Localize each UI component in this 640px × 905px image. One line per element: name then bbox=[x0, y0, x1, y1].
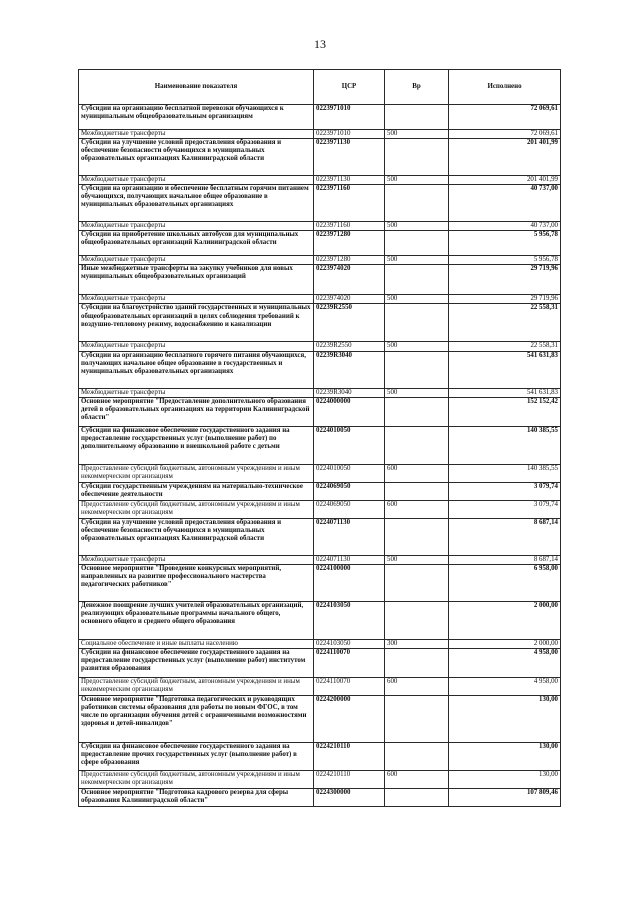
cell-name: Социальное обеспечение и иные выплаты населению bbox=[79, 639, 314, 648]
cell-name: Межбюджетные трансферты bbox=[79, 222, 314, 231]
cell-csr: 0224071130 bbox=[314, 518, 385, 555]
header-name: Наименование показателя bbox=[79, 70, 314, 105]
cell-vr: 500 bbox=[385, 295, 449, 304]
cell-sum: 3 079,74 bbox=[449, 500, 561, 518]
table-row bbox=[79, 788, 561, 806]
cell-sum: 140 385,55 bbox=[449, 464, 561, 482]
table-row bbox=[79, 222, 561, 231]
cell-sum: 3 079,74 bbox=[449, 482, 561, 500]
cell-vr: 500 bbox=[385, 555, 449, 564]
cell-sum: 22 558,31 bbox=[449, 342, 561, 351]
table-row bbox=[79, 482, 561, 500]
cell-vr bbox=[385, 482, 449, 500]
cell-vr: 500 bbox=[385, 130, 449, 139]
cell-vr: 500 bbox=[385, 256, 449, 265]
cell-csr: 0224110070 bbox=[314, 677, 385, 695]
cell-sum: 4 958,00 bbox=[449, 648, 561, 677]
cell-csr: 0224069050 bbox=[314, 500, 385, 518]
cell-csr: 0224110070 bbox=[314, 648, 385, 677]
table-row bbox=[79, 601, 561, 639]
table-row bbox=[79, 231, 561, 256]
cell-csr: 0223971010 bbox=[314, 105, 385, 130]
cell-vr bbox=[385, 742, 449, 770]
cell-sum: 40 737,00 bbox=[449, 222, 561, 231]
table-row bbox=[79, 500, 561, 518]
cell-csr: 0224103050 bbox=[314, 601, 385, 639]
cell-name: Межбюджетные трансферты bbox=[79, 388, 314, 397]
cell-name: Межбюджетные трансферты bbox=[79, 130, 314, 139]
cell-name: Субсидии на финансовое обеспечение государственного задания на предоставление государственных услуг (выполнение работ) по дополнительному образованию и внешкольной работе с детьми bbox=[79, 426, 314, 464]
cell-name: Предоставление субсидий бюджетным, автономным учреждениям и иным некоммерческим организациям bbox=[79, 500, 314, 518]
cell-csr: 0224200000 bbox=[314, 695, 385, 742]
cell-csr: 02239R3040 bbox=[314, 388, 385, 397]
cell-vr: 500 bbox=[385, 342, 449, 351]
cell-name: Субсидии на улучшение условий предоставления образования и обеспечение безопасности обучающихся в муниципальных образовательных организациях Калининградской области bbox=[79, 518, 314, 555]
table-row bbox=[79, 770, 561, 788]
cell-name: Межбюджетные трансферты bbox=[79, 176, 314, 185]
cell-sum: 40 737,00 bbox=[449, 185, 561, 222]
cell-csr: 0223971130 bbox=[314, 176, 385, 185]
cell-vr: 500 bbox=[385, 176, 449, 185]
table-row bbox=[79, 518, 561, 555]
cell-sum: 130,00 bbox=[449, 695, 561, 742]
cell-vr bbox=[385, 426, 449, 464]
cell-csr: 0224300000 bbox=[314, 788, 385, 806]
cell-sum: 8 687,14 bbox=[449, 518, 561, 555]
cell-csr: 0223971130 bbox=[314, 139, 385, 176]
cell-csr: 0224010050 bbox=[314, 426, 385, 464]
cell-name: Субсидии на финансовое обеспечение государственного задания на предоставление государственных услуг (выполнение работ) институтом развития образования bbox=[79, 648, 314, 677]
table-row bbox=[79, 695, 561, 742]
cell-name: Субсидии на улучшение условий предоставления образования и обеспечение безопасности обучающихся в муниципальных образовательных организациях Калининградской области bbox=[79, 139, 314, 176]
cell-sum: 107 809,46 bbox=[449, 788, 561, 806]
table-row bbox=[79, 742, 561, 770]
cell-vr bbox=[385, 139, 449, 176]
cell-name: Денежное поощрение лучших учителей образовательных организаций, реализующих образовательные программы начального общего, основного общего и среднего общего образования bbox=[79, 601, 314, 639]
cell-name: Субсидии на благоустройство зданий государственных и муниципальных общеобразовательных организаций в целях соблюдения требований к воздушно-тепловому режиму, водоснабжению и канализации bbox=[79, 304, 314, 342]
table-row bbox=[79, 295, 561, 304]
table-row bbox=[79, 304, 561, 342]
cell-vr bbox=[385, 564, 449, 601]
cell-csr: 0224000000 bbox=[314, 397, 385, 426]
cell-name: Межбюджетные трансферты bbox=[79, 256, 314, 265]
cell-name: Межбюджетные трансферты bbox=[79, 342, 314, 351]
cell-vr bbox=[385, 304, 449, 342]
table-row bbox=[79, 648, 561, 677]
cell-csr: 0224069050 bbox=[314, 482, 385, 500]
cell-csr: 0223971280 bbox=[314, 256, 385, 265]
cell-name: Субсидии государственным учреждениям на материально-техническое обеспечение деятельности bbox=[79, 482, 314, 500]
cell-sum: 29 719,96 bbox=[449, 265, 561, 295]
cell-sum: 201 401,99 bbox=[449, 176, 561, 185]
cell-csr: 0224100000 bbox=[314, 564, 385, 601]
table-row bbox=[79, 677, 561, 695]
cell-sum: 201 401,99 bbox=[449, 139, 561, 176]
cell-sum: 29 719,96 bbox=[449, 295, 561, 304]
table-row bbox=[79, 265, 561, 295]
table-row bbox=[79, 105, 561, 130]
page-number: 13 bbox=[314, 37, 326, 51]
cell-csr: 02239R3040 bbox=[314, 351, 385, 388]
table-row bbox=[79, 176, 561, 185]
cell-name: Межбюджетные трансферты bbox=[79, 555, 314, 564]
cell-name: Основное мероприятие "Проведение конкурсных мероприятий, направленных на развитие профессионального мастерства педагогических работников" bbox=[79, 564, 314, 601]
cell-name: Субсидии на финансовое обеспечение государственного задания на предоставление прочих государственных услуг (выполнение работ) в сфере образования bbox=[79, 742, 314, 770]
table-row bbox=[79, 351, 561, 388]
cell-sum: 2 000,00 bbox=[449, 601, 561, 639]
cell-vr bbox=[385, 185, 449, 222]
cell-vr bbox=[385, 601, 449, 639]
header-csr: ЦСР bbox=[314, 70, 385, 105]
cell-name: Иные межбюджетные трансферты на закупку учебников для новых муниципальных общеобразовательных организаций bbox=[79, 265, 314, 295]
cell-csr: 0224071130 bbox=[314, 555, 385, 564]
table-body bbox=[79, 105, 561, 807]
cell-name: Основное мероприятие "Подготовка педагогических и руководящих работников системы образования для работы по новым ФГОС, в том числе по организации обучения детей с ограниченными возможностями здоровья и детей-инвалидов" bbox=[79, 695, 314, 742]
cell-sum: 72 069,61 bbox=[449, 130, 561, 139]
cell-vr bbox=[385, 695, 449, 742]
table-row bbox=[79, 256, 561, 265]
cell-csr: 0223974020 bbox=[314, 265, 385, 295]
table-header-row bbox=[79, 70, 561, 105]
table-row bbox=[79, 388, 561, 397]
cell-sum: 5 956,78 bbox=[449, 231, 561, 256]
cell-csr: 02239R2550 bbox=[314, 304, 385, 342]
cell-sum: 152 152,42 bbox=[449, 397, 561, 426]
cell-vr: 300 bbox=[385, 639, 449, 648]
cell-name: Основное мероприятие "Предоставление дополнительного образования детей в образовательных организациях на территории Калининградской области" bbox=[79, 397, 314, 426]
cell-sum: 6 958,00 bbox=[449, 564, 561, 601]
cell-name: Субсидии на организацию и обеспечение бесплатным горячим питанием обучающихся, получающих начальное общее образование в муниципальных образовательных организациях bbox=[79, 185, 314, 222]
header-vr: Вр bbox=[385, 70, 449, 105]
cell-vr bbox=[385, 788, 449, 806]
cell-name: Предоставление субсидий бюджетным, автономным учреждениям и иным некоммерческим организациям bbox=[79, 770, 314, 788]
cell-vr: 600 bbox=[385, 464, 449, 482]
cell-sum: 5 956,78 bbox=[449, 256, 561, 265]
cell-csr: 0223971160 bbox=[314, 222, 385, 231]
cell-vr bbox=[385, 105, 449, 130]
cell-sum: 2 000,00 bbox=[449, 639, 561, 648]
cell-vr bbox=[385, 265, 449, 295]
cell-sum: 4 958,00 bbox=[449, 677, 561, 695]
table-row bbox=[79, 464, 561, 482]
cell-sum: 22 558,31 bbox=[449, 304, 561, 342]
cell-sum: 8 687,14 bbox=[449, 555, 561, 564]
table-row bbox=[79, 426, 561, 464]
cell-csr: 0224210110 bbox=[314, 770, 385, 788]
cell-csr: 0223971160 bbox=[314, 185, 385, 222]
cell-sum: 130,00 bbox=[449, 742, 561, 770]
cell-csr: 02239R2550 bbox=[314, 342, 385, 351]
cell-name: Субсидии на приобретение школьных автобусов для муниципальных общеобразовательных организаций Калининградской области bbox=[79, 231, 314, 256]
cell-sum: 541 631,83 bbox=[449, 388, 561, 397]
cell-sum: 72 069,61 bbox=[449, 105, 561, 130]
cell-vr: 500 bbox=[385, 222, 449, 231]
cell-vr: 600 bbox=[385, 770, 449, 788]
table-row bbox=[79, 639, 561, 648]
cell-name: Предоставление субсидий бюджетным, автономным учреждениям и иным некоммерческим организациям bbox=[79, 677, 314, 695]
cell-name: Субсидии на организацию бесплатной перевозки обучающихся к муниципальным общеобразовательным организациям bbox=[79, 105, 314, 130]
table-row bbox=[79, 342, 561, 351]
cell-name: Предоставление субсидий бюджетным, автономным учреждениям и иным некоммерческим организациям bbox=[79, 464, 314, 482]
cell-sum: 130,00 bbox=[449, 770, 561, 788]
cell-vr bbox=[385, 231, 449, 256]
cell-sum: 140 385,55 bbox=[449, 426, 561, 464]
cell-vr bbox=[385, 397, 449, 426]
table-row bbox=[79, 185, 561, 222]
cell-csr: 0223971280 bbox=[314, 231, 385, 256]
cell-name: Основное мероприятие "Подготовка кадрового резерва для сферы образования Калининградской области" bbox=[79, 788, 314, 806]
cell-sum: 541 631,83 bbox=[449, 351, 561, 388]
cell-name: Субсидии на организацию бесплатного горячего питания обучающихся, получающих начальное общее образование в государственных и муниципальных образовательных организациях bbox=[79, 351, 314, 388]
table-row bbox=[79, 130, 561, 139]
cell-vr: 600 bbox=[385, 500, 449, 518]
table-row bbox=[79, 397, 561, 426]
table-row bbox=[79, 139, 561, 176]
cell-vr: 600 bbox=[385, 677, 449, 695]
table-row bbox=[79, 555, 561, 564]
cell-vr: 500 bbox=[385, 388, 449, 397]
cell-vr bbox=[385, 518, 449, 555]
cell-csr: 0224103050 bbox=[314, 639, 385, 648]
cell-csr: 0224210110 bbox=[314, 742, 385, 770]
cell-name: Межбюджетные трансферты bbox=[79, 295, 314, 304]
cell-csr: 0223971010 bbox=[314, 130, 385, 139]
cell-vr bbox=[385, 648, 449, 677]
table-row bbox=[79, 564, 561, 601]
cell-csr: 0224010050 bbox=[314, 464, 385, 482]
cell-vr bbox=[385, 351, 449, 388]
cell-csr: 0223974020 bbox=[314, 295, 385, 304]
header-sum: Исполнено bbox=[449, 70, 561, 105]
budget-table bbox=[78, 69, 561, 807]
